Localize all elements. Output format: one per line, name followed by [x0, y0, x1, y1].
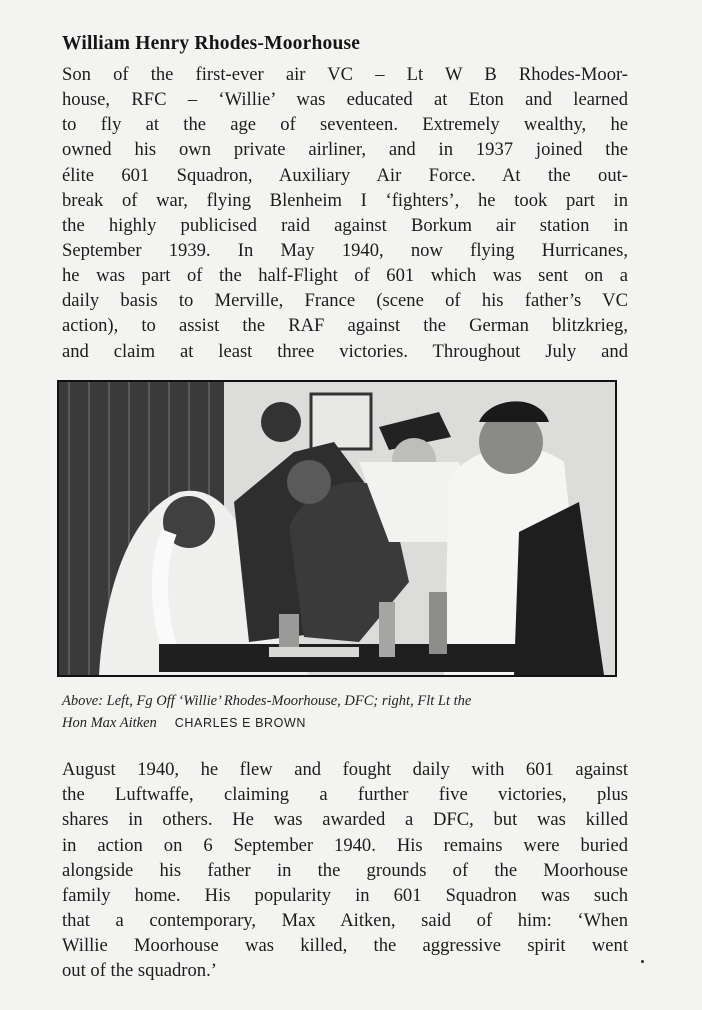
paragraph-line: daily basis to Merville, France (scene of his father’s VC	[62, 290, 628, 311]
paragraph-line: that a contemporary, Max Aitken, said of him: ‘When	[62, 910, 628, 931]
paragraph-line: owned his own private airliner, and in 1937 joined the	[62, 139, 628, 160]
paragraph-line: Son of the first-ever air VC – Lt W B Rhodes-Moor-	[62, 64, 628, 85]
paragraph-line: out of the squadron.’	[62, 960, 217, 981]
paragraph-line: to fly at the age of seventeen. Extremely wealthy, he	[62, 114, 628, 135]
paragraph-line: in action on 6 September 1940. His remains were buried	[62, 835, 628, 856]
paragraph-line: élite 601 Squadron, Auxiliary Air Force. At the out-	[62, 165, 628, 186]
paragraph-line: Willie Moorhouse was killed, the aggressive spirit went	[62, 935, 628, 956]
paragraph-line: action), to assist the RAF against the German blitzkrieg,	[62, 315, 628, 336]
paragraph-line: the highly publicised raid against Borkum air station in	[62, 215, 628, 236]
photo-caption-line	[62, 712, 632, 734]
paragraph-line: break of war, flying Blenheim I ‘fighters’, he took part in	[62, 190, 628, 211]
paragraph-line: alongside his father in the grounds of the Moorhouse	[62, 860, 628, 881]
paragraph-line: he was part of the half-Flight of 601 which was sent on a	[62, 265, 628, 286]
paragraph-line: August 1940, he flew and fought daily with 601 against	[62, 759, 628, 780]
article-title: William Henry Rhodes-Moorhouse	[62, 33, 361, 54]
paragraph-line: shares in others. He was awarded a DFC, but was killed	[62, 809, 628, 830]
photo-caption-line: Above: Left, Fg Off ‘Willie’ Rhodes-Moorhouse, DFC; right, Flt Lt the	[62, 693, 472, 709]
paragraph-line: September 1939. In May 1940, now flying Hurricanes,	[62, 240, 628, 261]
print-speck	[641, 960, 644, 963]
paragraph-line: the Luftwaffe, claiming a further five victories, plus	[62, 784, 628, 805]
paragraph-line: family home. His popularity in 601 Squadron was such	[62, 885, 628, 906]
caption-text: Hon Max Aitken	[62, 715, 157, 731]
paragraph-line: house, RFC – ‘Willie’ was educated at Eton and learned	[62, 89, 628, 110]
archival-photograph	[57, 380, 617, 677]
paragraph-line: and claim at least three victories. Throughout July and	[62, 341, 628, 362]
photo-credit: CHARLES E BROWN	[174, 716, 307, 730]
